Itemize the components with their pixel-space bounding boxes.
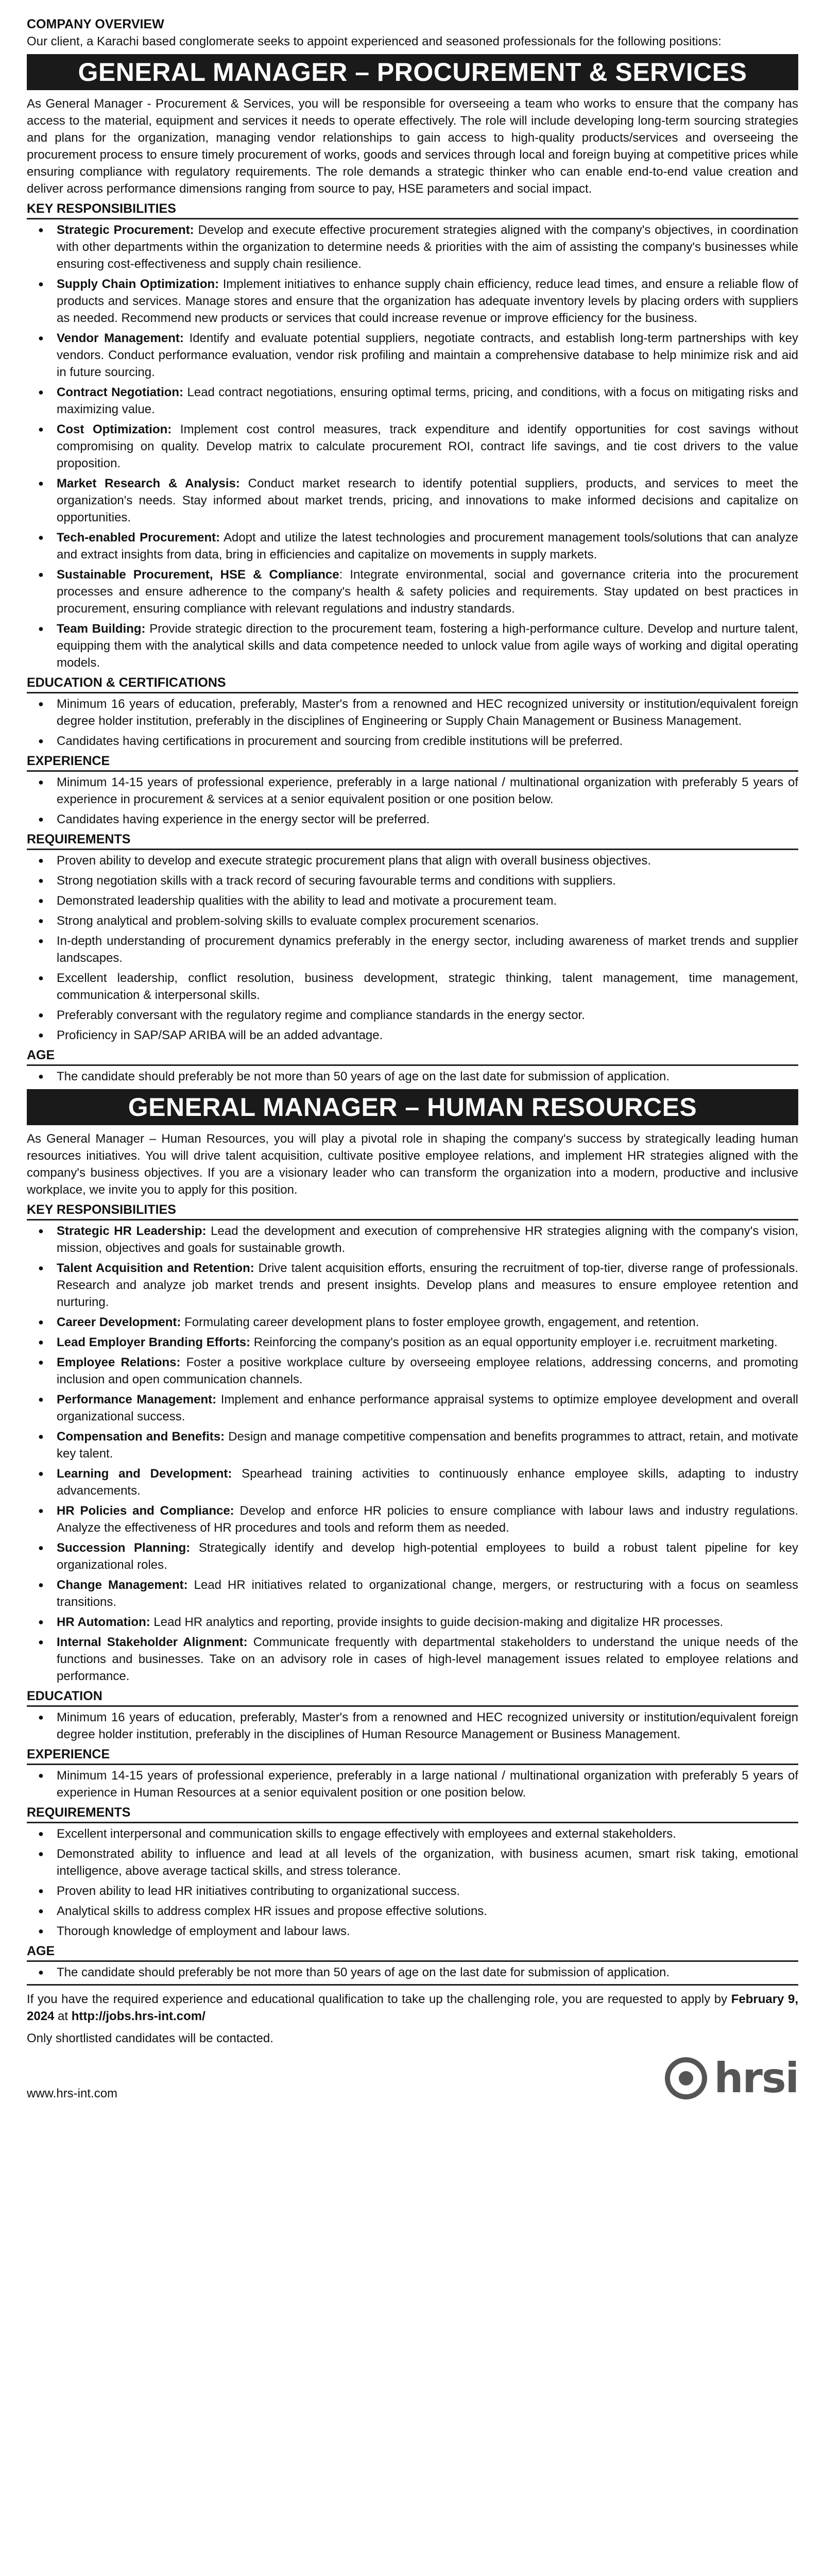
job2-responsibilities-heading: KEY RESPONSIBILITIES	[27, 1201, 798, 1221]
list-item: ● HR Policies and Compliance: Develop and enforce HR policies to ensure compliance with labour laws and industry regulations. Analyze the effectiveness of HR procedures and tools and reform them as needed.	[38, 1502, 798, 1536]
job2-age-list	[27, 1964, 798, 1981]
shortlist-note: Only shortlisted candidates will be contacted.	[27, 2031, 273, 2045]
list-item: ● Cost Optimization: Implement cost control measures, track expenditure and identify opportunities for cost savings without compromising on quality. Develop matrix to calculate procurement ROI, contract life savings, and tie cost drivers to the value proposition.	[38, 421, 798, 472]
list-item: ● Candidates having certifications in procurement and sourcing from credible institutions will be preferred.	[38, 733, 798, 750]
list-item: ● Change Management: Lead HR initiatives related to organizational change, mergers, or restructuring with a focus on seamless transitions.	[38, 1577, 798, 1611]
list-item: ● Strong negotiation skills with a track record of securing favourable terms and conditions with suppliers.	[38, 872, 798, 889]
job1-requirements-heading: REQUIREMENTS	[27, 831, 798, 850]
list-item: ● Candidates having experience in the energy sector will be preferred.	[38, 811, 798, 828]
job1-age-list	[27, 1068, 798, 1085]
job1-age-heading: AGE	[27, 1047, 798, 1066]
job2-age-heading: AGE	[27, 1943, 798, 1962]
job2-intro: As General Manager – Human Resources, you will play a pivotal role in shaping the company's success by strategically leading human resources initiatives. You will drive talent acquisition, cultivate positive employee relations, and implement HR strategies aligned with the company's business objectives. If you are a visionary leader who can transform the organization into a modern, productive and inclusive workplace, we invite you to apply for this position.	[27, 1132, 798, 1197]
job2-title-banner: GENERAL MANAGER – HUMAN RESOURCES	[27, 1089, 798, 1125]
list-item: ● Preferably conversant with the regulatory regime and compliance standards in the energy sector.	[38, 1007, 798, 1024]
job1-title-banner: GENERAL MANAGER – PROCUREMENT & SERVICES	[27, 54, 798, 90]
job1-responsibilities-heading: KEY RESPONSIBILITIES	[27, 200, 798, 219]
website-link[interactable]: www.hrs-int.com	[27, 2087, 118, 2100]
list-item: ● Thorough knowledge of employment and labour laws.	[38, 1923, 798, 1940]
list-item: ● Team Building: Provide strategic direction to the procurement team, fostering a high-performance culture. Develop and nurture talent, equipping them with the analytical skills and data competence needed to unlock value from agile ways of working and digital operating models.	[38, 620, 798, 671]
list-item: ● Demonstrated leadership qualities with the ability to lead and motivate a procurement team.	[38, 892, 798, 909]
list-item: ● Market Research & Analysis: Conduct market research to identify potential suppliers, products, and services to meet the organization's needs. Stay informed about market trends, pricing, and innovations to make informed decisions and capitalize on opportunities.	[38, 475, 798, 526]
list-item: ● HR Automation: Lead HR analytics and reporting, provide insights to guide decision-making and digitalize HR processes.	[38, 1614, 798, 1631]
list-item: ● Internal Stakeholder Alignment: Communicate frequently with departmental stakeholders to understand the unique needs of the functions and businesses. Take on an advisory role in cases of high-level management issues related to employee relations and performance.	[38, 1634, 798, 1685]
list-item: ● Lead Employer Branding Efforts: Reinforcing the company's position as an equal opportunity employer i.e. recruitment marketing.	[38, 1334, 798, 1351]
apply-deadline: February 9, 2024	[27, 1992, 798, 2023]
job2-education-heading: EDUCATION	[27, 1688, 798, 1707]
company-overview-heading: COMPANY OVERVIEW	[27, 17, 164, 31]
list-item: ● Excellent leadership, conflict resolution, business development, strategic thinking, talent management, time management, communication & interpersonal skills.	[38, 970, 798, 1004]
job1-experience-list	[27, 774, 798, 828]
list-item: ● Minimum 16 years of education, preferably, Master's from a renowned and HEC recognized university or institution/equivalent foreign degree holder institution, preferably in the disciplines of Engineering or Supply Chain Management or Business Management.	[38, 696, 798, 730]
job1-education-heading: EDUCATION & CERTIFICATIONS	[27, 674, 798, 693]
list-item: ● Compensation and Benefits: Design and manage competitive compensation and benefits programmes to attract, retain, and motivate key talent.	[38, 1428, 798, 1462]
job1-requirements-list	[27, 852, 798, 1044]
job1-education-list	[27, 696, 798, 750]
list-item: ● Tech-enabled Procurement: Adopt and utilize the latest technologies and procurement management tools/solutions that can analyze and extract insights from data, bring in efficiencies and capitalize on movements in supply markets.	[38, 529, 798, 563]
list-item: ● Analytical skills to address complex HR issues and propose effective solutions.	[38, 1903, 798, 1920]
list-item: ● Career Development: Formulating career development plans to foster employee growth, engagement, and retention.	[38, 1314, 798, 1331]
company-logo	[663, 2054, 798, 2102]
list-item: ● Contract Negotiation: Lead contract negotiations, ensuring optimal terms, pricing, and conditions, with a focus on mitigating risks and maximizing value.	[38, 384, 798, 418]
apply-instructions: If you have the required experience and educational qualification to take up the challenging role, you are requested to apply by February 9, 2024 at http://jobs.hrs-int.com/	[27, 1992, 798, 2023]
list-item: ● Proven ability to lead HR initiatives contributing to organizational success.	[38, 1883, 798, 1900]
job2-requirements-heading: REQUIREMENTS	[27, 1804, 798, 1823]
job2-experience-list	[27, 1767, 798, 1801]
list-item: ● Strategic HR Leadership: Lead the development and execution of comprehensive HR strategies aligning with the company's vision, mission, objectives and goals for sustainable growth.	[38, 1223, 798, 1257]
list-item: ● Strong analytical and problem-solving skills to evaluate complex procurement scenarios.	[38, 912, 798, 929]
list-item: ● Sustainable Procurement, HSE & Compliance: Integrate environmental, social and governance criteria into the procurement processes and ensure adherence to the company's health & safety policies and requirements. Stay updated on best practices in procurement, ensuring compliance with relevant regulations and industry standards.	[38, 566, 798, 617]
list-item: ● Performance Management: Implement and enhance performance appraisal systems to optimize employee development and overall organizational success.	[38, 1391, 798, 1425]
list-item: ● Supply Chain Optimization: Implement initiatives to enhance supply chain efficiency, reduce lead times, and ensure a reliable flow of products and services. Manage stores and ensure that the organization has adequate inventory levels by placing orders with suppliers as needed. Recommend new products or services that could increase revenue or improve efficiency for the business.	[38, 276, 798, 327]
list-item: ● Minimum 16 years of education, preferably, Master's from a renowned and HEC recognized university or institution/equivalent foreign degree holder institution, preferably in the disciplines of Human Resource Management or Business Management.	[38, 1709, 798, 1743]
list-item: ● Minimum 14-15 years of professional experience, preferably in a large national / multinational organization with preferably 5 years of experience in Human Resources at a senior equivalent position or one position below.	[38, 1767, 798, 1801]
list-item: ● Proven ability to develop and execute strategic procurement plans that align with overall business objectives.	[38, 852, 798, 869]
footer-row	[27, 2054, 798, 2102]
list-item: ● Excellent interpersonal and communication skills to engage effectively with employees and external stakeholders.	[38, 1825, 798, 1842]
footer-divider	[27, 1984, 798, 1986]
list-item: ● The candidate should preferably be not more than 50 years of age on the last date for submission of application.	[38, 1068, 798, 1085]
job1-intro: As General Manager - Procurement & Services, you will be responsible for overseeing a team who works to ensure that the company has access to the material, equipment and services it needs to operate effectively. The role will include developing long-term sourcing strategies and plans for the organization, managing vendor relationships to gain access to high-quality products/services and overseeing the procurement process to ensure timely procurement of works, goods and services through local and foreign buying at competitive prices while ensuring compliance with regulatory requirements. The role demands a strategic thinker who can enable end-to-end value creation and deliver across performance dimensions ranging from source to pay, HSE parameters and social impact.	[27, 97, 798, 196]
list-item: ● Proficiency in SAP/SAP ARIBA will be an added advantage.	[38, 1027, 798, 1044]
apply-link[interactable]: http://jobs.hrs-int.com/	[71, 2009, 205, 2023]
list-item: ● Minimum 14-15 years of professional experience, preferably in a large national / multinational organization with preferably 5 years of experience in procurement & services at a senior equivalent position or one position below.	[38, 774, 798, 808]
job1-responsibilities-list	[27, 222, 798, 671]
list-item: ● In-depth understanding of procurement dynamics preferably in the energy sector, including awareness of market trends and supplier landscapes.	[38, 933, 798, 967]
job2-experience-heading: EXPERIENCE	[27, 1746, 798, 1765]
job2-responsibilities-list	[27, 1223, 798, 1685]
logo-swirl-icon	[663, 2055, 709, 2102]
list-item: ● Strategic Procurement: Develop and execute effective procurement strategies aligned with the company's objectives, in coordination with other departments within the organization to determine needs & priorities with the aim of assisting the company's businesses while ensuring cost-effectiveness and supply chain resilience.	[38, 222, 798, 273]
job1-experience-heading: EXPERIENCE	[27, 753, 798, 772]
logo-text: hrsi	[714, 2054, 798, 2102]
job2-requirements-list	[27, 1825, 798, 1940]
list-item: ● Vendor Management: Identify and evaluate potential suppliers, negotiate contracts, and establish long-term partnerships with key vendors. Conduct performance evaluation, vendor risk profiling and maintain a comprehensive database to help minimize risk and aid in future sourcing.	[38, 330, 798, 381]
list-item: ● Learning and Development: Spearhead training activities to continuously enhance employee skills, adapting to industry advancements.	[38, 1465, 798, 1499]
list-item: ● The candidate should preferably be not more than 50 years of age on the last date for submission of application.	[38, 1964, 798, 1981]
company-overview-text: Our client, a Karachi based conglomerate seeks to appoint experienced and seasoned professionals for the following positions:	[27, 35, 722, 48]
list-item: ● Succession Planning: Strategically identify and develop high-potential employees to build a robust talent pipeline for key organizational roles.	[38, 1539, 798, 1573]
list-item: ● Employee Relations: Foster a positive workplace culture by overseeing employee relations, addressing concerns, and promoting inclusion and open communication channels.	[38, 1354, 798, 1388]
job2-education-list	[27, 1709, 798, 1743]
list-item: ● Demonstrated ability to influence and lead at all levels of the organization, with business acumen, smart risk taking, emotional intelligence, above average tactical skills, and stress tolerance.	[38, 1845, 798, 1879]
list-item: ● Talent Acquisition and Retention: Drive talent acquisition efforts, ensuring the recruitment of top-tier, diverse range of professionals. Research and analyze job market trends and present insights. Develop plans and measures to ensure employee retention and nurturing.	[38, 1260, 798, 1311]
